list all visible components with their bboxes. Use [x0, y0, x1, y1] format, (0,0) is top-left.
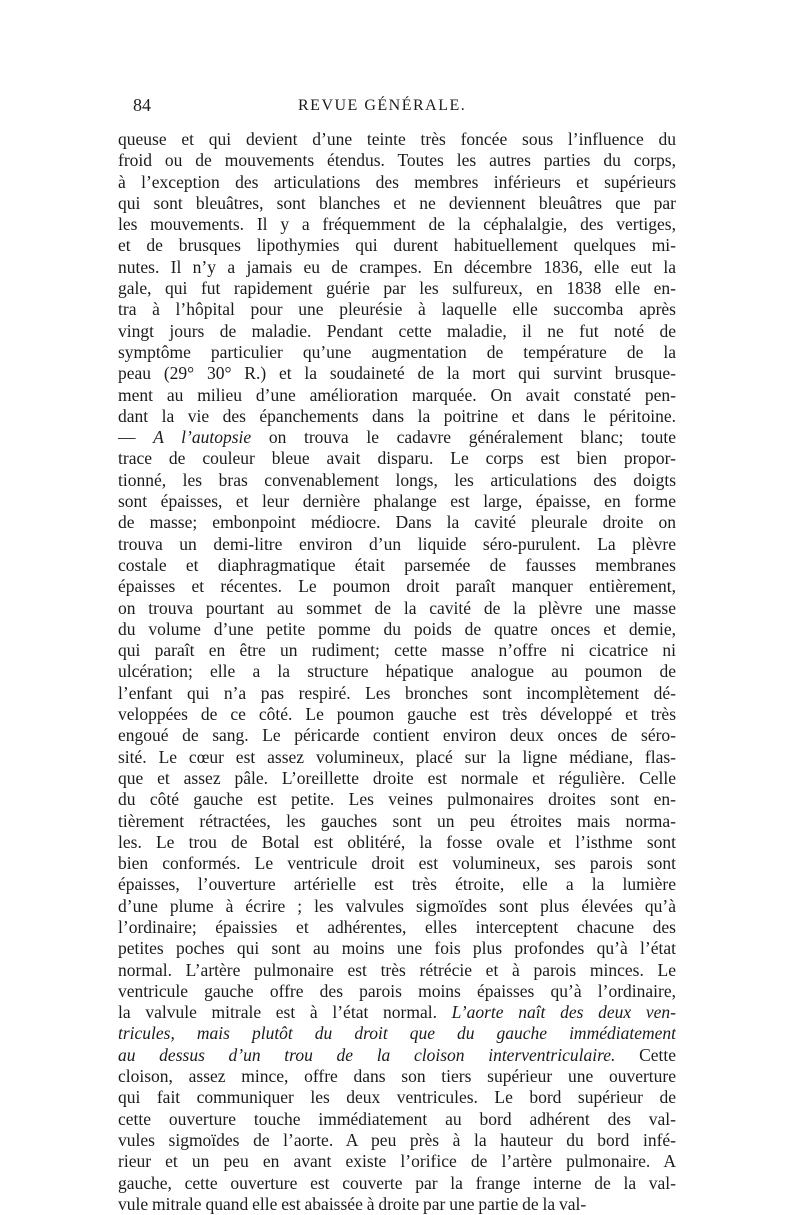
text-line — [118, 981, 676, 1002]
line-text: l’enfant qui n’a pas respiré. Les bronches sont incomplètement dé- — [118, 682, 676, 703]
line-text: à l’exception des articulations des membres inférieurs et supérieurs — [118, 171, 676, 192]
line-text: les mouvements. Il y a fréquemment de la céphalalgie, des vertiges, — [118, 214, 676, 235]
line-text: qui paraît en être un rudiment; cette masse n’offre ni cicatrice ni — [118, 640, 676, 661]
text-line — [118, 853, 676, 874]
text-line — [118, 150, 676, 171]
text-line — [118, 1130, 676, 1151]
line-text: on trouva pourtant au sommet de la cavité de la plèvre une masse — [118, 597, 676, 618]
line-text: qui sont bleuâtres, sont blanches et ne deviennent bleuâtres que par — [118, 192, 676, 213]
line-text: petites poches qui sont au moins une fois plus profondes qu’à l’état — [118, 938, 676, 959]
line-text: on trouva le cadavre généralement blanc; toute — [251, 427, 676, 448]
text-line — [118, 640, 676, 661]
text-line — [118, 427, 676, 448]
line-text: gauche, cette ouverture est couverte par la frange interne de la val- — [118, 1172, 676, 1193]
text-line — [118, 789, 676, 810]
line-text: cette ouverture touche immédiatement au bord adhérent des val- — [118, 1108, 676, 1129]
text-line — [118, 747, 676, 768]
text-line — [118, 406, 676, 427]
text-line — [118, 385, 676, 406]
text-line — [118, 896, 676, 917]
text-line — [118, 1066, 676, 1087]
text-line — [118, 299, 676, 320]
line-text: nutes. Il n’y a jamais eu de crampes. En décembre 1836, elle eut la — [118, 256, 676, 277]
text-line — [118, 1173, 676, 1194]
text-line — [118, 917, 676, 938]
text-line — [118, 172, 676, 193]
text-line — [118, 257, 676, 278]
line-text: engoué de sang. Le péricarde contient environ deux onces de séro- — [118, 725, 676, 746]
text-line — [118, 278, 676, 299]
line-text: Cette — [615, 1044, 676, 1065]
text-line — [118, 1087, 676, 1108]
line-text: tionné, les bras convenablement longs, les articulations des doigts — [118, 469, 676, 490]
line-text: froid ou de mouvements étendus. Toutes les autres parties du corps, — [118, 150, 676, 171]
line-text: du côté gauche est petite. Les veines pulmonaires droites sont en- — [118, 789, 676, 810]
text-line — [118, 832, 676, 853]
line-text: tra à l’hôpital pour une pleurésie à laquelle elle succomba après — [118, 299, 676, 320]
line-text: l’ordinaire; épaissies et adhérentes, elles interceptent chacune des — [118, 916, 676, 937]
running-title: REVUE GÉNÉRALE. — [298, 97, 467, 114]
line-text: dant la vie des épanchements dans la poitrine et dans le péritoine. — [118, 405, 676, 426]
line-text: vule mitrale quand elle est abaissée à droite par une partie de la val- — [118, 1193, 587, 1214]
text-line — [118, 214, 676, 235]
line-prefix: — — [118, 427, 154, 448]
line-text: symptôme particulier qu’une augmentation de température de la — [118, 341, 676, 362]
line-text: sont épaisses, et leur dernière phalange est large, épaisse, en forme — [118, 491, 676, 512]
text-line — [118, 704, 676, 725]
page-number: 84 — [133, 95, 151, 115]
line-text: trouva un demi-litre environ d’un liquide séro-purulent. La plèvre — [118, 533, 676, 554]
line-text: sité. Le cœur est assez volumineux, placé sur la ligne médiane, flas- — [118, 746, 676, 767]
text-line — [118, 342, 676, 363]
text-line — [118, 470, 676, 491]
text-line — [118, 811, 676, 832]
text-line — [118, 491, 676, 512]
text-line — [118, 321, 676, 342]
text-line — [118, 725, 676, 746]
text-line — [118, 1194, 676, 1215]
italic-text: au dessus d’un trou de la cloison interventriculaire. — [118, 1044, 616, 1065]
text-line — [118, 598, 676, 619]
text-line — [118, 683, 676, 704]
italic-text: A l’autopsie — [153, 427, 252, 448]
line-text: queuse et qui devient d’une teinte très foncée sous l’influence du — [118, 129, 676, 149]
text-line — [118, 576, 676, 597]
text-line — [118, 534, 676, 555]
italic-text: tricules, mais plutôt du droit que du gauche immédiatement — [118, 1023, 676, 1044]
text-line — [118, 235, 676, 256]
body-text — [118, 129, 676, 1215]
line-text: peau (29° 30° R.) et la soudaineté de la mort qui survint brusque- — [118, 363, 676, 384]
text-line — [118, 874, 676, 895]
line-text: ulcération; elle a la structure hépatique analogue au poumon de — [118, 661, 676, 682]
line-text: rieur et un peu en avant existe l’orifice de l’artère pulmonaire. A — [118, 1151, 676, 1172]
text-line — [118, 960, 676, 981]
line-text: vingt jours de maladie. Pendant cette maladie, il ne fut noté de — [118, 320, 676, 341]
line-text: de masse; embonpoint médiocre. Dans la cavité pleurale droite on — [118, 512, 676, 533]
text-line — [118, 1151, 676, 1172]
page-header — [133, 94, 673, 118]
text-line — [118, 938, 676, 959]
line-text: épaisses, l’ouverture artérielle est très étroite, elle a la lumière — [118, 874, 676, 895]
text-line — [118, 661, 676, 682]
line-text: trace de couleur bleue avait disparu. Le corps est bien propor- — [118, 448, 676, 469]
text-line — [118, 363, 676, 384]
text-line — [118, 768, 676, 789]
text-line — [118, 448, 676, 469]
line-text: gale, qui fut rapidement guérie par les sulfureux, en 1838 elle en- — [118, 278, 676, 299]
line-text: la valvule mitrale est à l’état normal. — [118, 1002, 452, 1023]
line-text: normal. L’artère pulmonaire est très rétrécie et à parois minces. Le — [118, 959, 676, 980]
line-text: veloppées de ce côté. Le poumon gauche est très développé et très — [118, 704, 676, 725]
line-text: d’une plume à écrire ; les valvules sigmoïdes sont plus élevées qu’à — [118, 895, 676, 916]
line-text: qui fait communiquer les deux ventricules. Le bord supérieur de — [118, 1087, 676, 1108]
text-line — [118, 619, 676, 640]
line-text: du volume d’une petite pomme du poids de quatre onces et demie, — [118, 618, 676, 639]
text-line — [118, 1045, 676, 1066]
italic-text: L’aorte naît des deux ven- — [451, 1002, 676, 1023]
text-line — [118, 555, 676, 576]
line-text: cloison, assez mince, offre dans son tiers supérieur une ouverture — [118, 1066, 676, 1087]
text-line — [118, 1023, 676, 1044]
line-text: ment au milieu d’une amélioration marquée. On avait constaté pen- — [118, 384, 676, 405]
line-text: les. Le trou de Botal est oblitéré, la fosse ovale et l’isthme sont — [118, 831, 676, 852]
text-line — [118, 129, 676, 150]
line-text: que et assez pâle. L’oreillette droite est normale et régulière. Celle — [118, 767, 676, 788]
line-text: vules sigmoïdes de l’aorte. A peu près à la hauteur du bord infé- — [118, 1129, 676, 1150]
line-text: costale et diaphragmatique était parsemée de fausses membranes — [118, 554, 676, 575]
line-text: épaisses et récentes. Le poumon droit paraît manquer entièrement, — [118, 576, 676, 597]
text-line — [118, 1109, 676, 1130]
text-line — [118, 193, 676, 214]
line-text: bien conformés. Le ventricule droit est volumineux, ses parois sont — [118, 853, 676, 874]
text-line — [118, 512, 676, 533]
line-text: tièrement rétractées, les gauches sont un peu étroites mais norma- — [118, 810, 676, 831]
line-text: ventricule gauche offre des parois moins épaisses qu’à l’ordinaire, — [118, 980, 676, 1001]
text-line — [118, 1002, 676, 1023]
line-text: et de brusques lipothymies qui durent habituellement quelques mi- — [118, 235, 676, 256]
